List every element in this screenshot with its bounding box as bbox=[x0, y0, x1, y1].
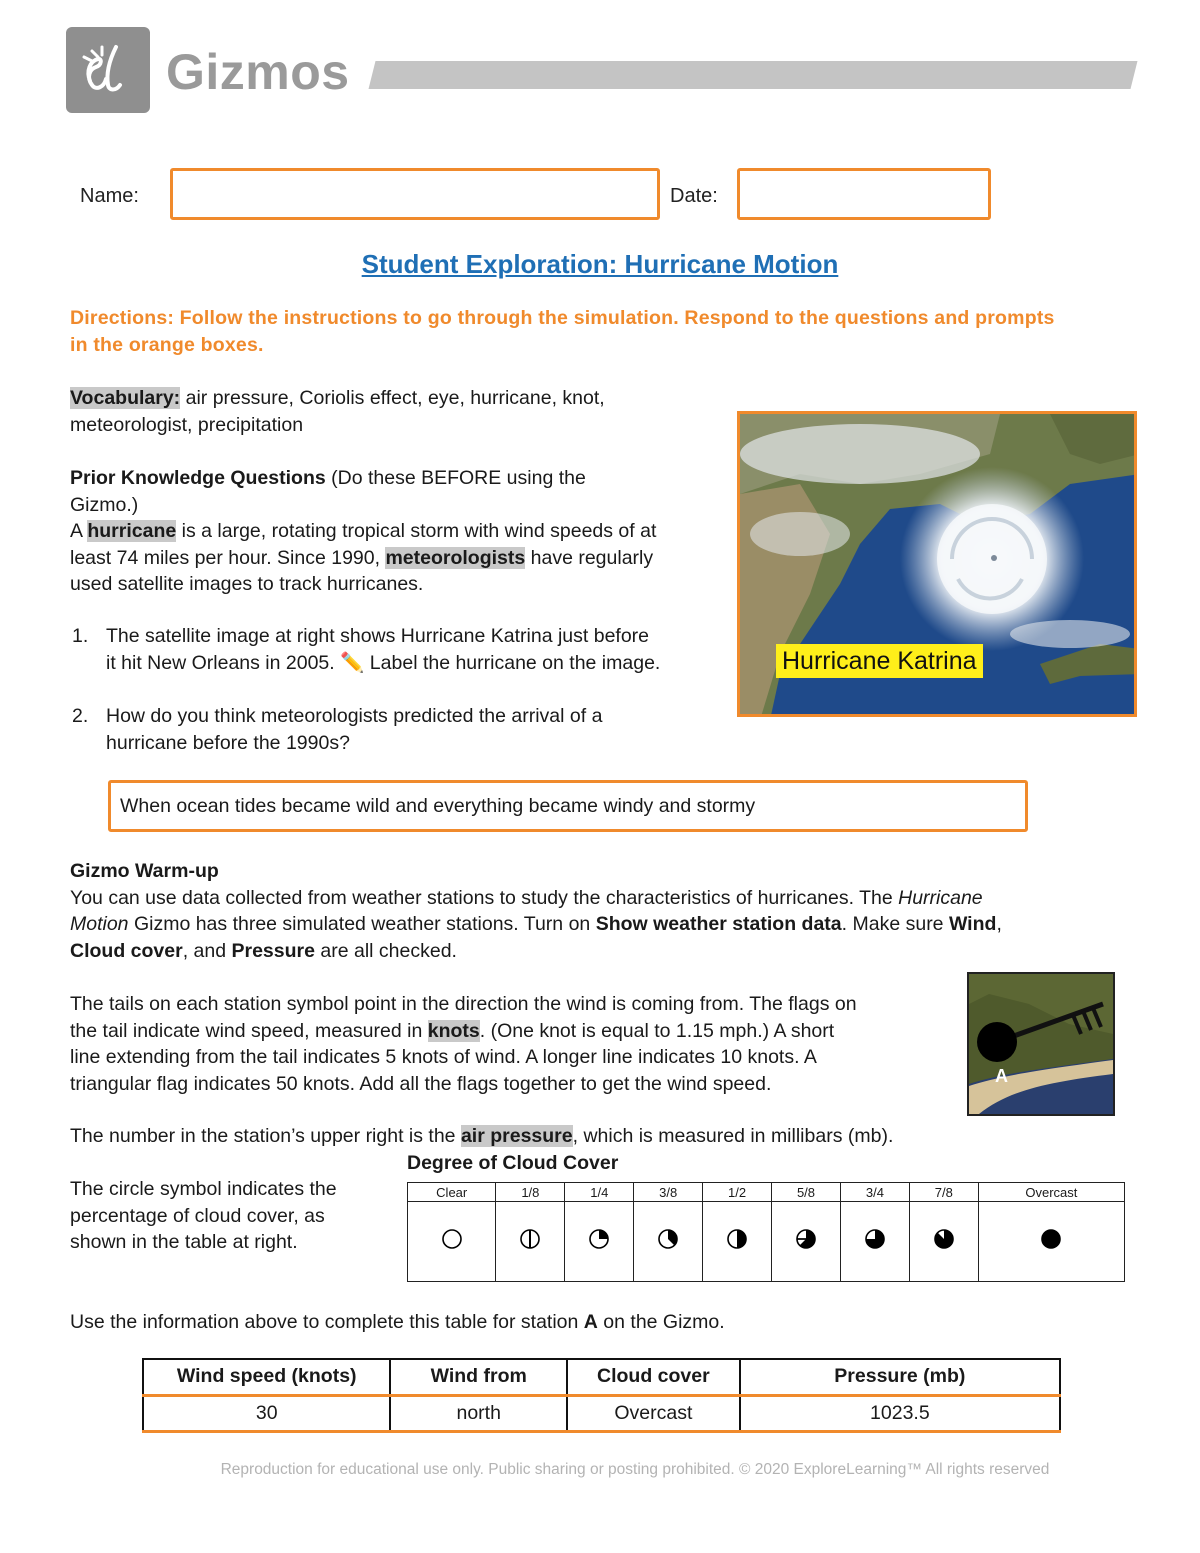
pressure-field[interactable]: 1023.5 bbox=[740, 1395, 1060, 1431]
cloud-cover-field[interactable]: Overcast bbox=[567, 1395, 740, 1431]
satellite-label: Hurricane Katrina bbox=[776, 644, 983, 678]
cloud-cover-header: 7/8 bbox=[909, 1183, 978, 1202]
cloud-cover-header: Overcast bbox=[978, 1183, 1124, 1202]
warmup-bold: Show weather station data bbox=[595, 913, 842, 935]
station-label: A bbox=[995, 1066, 1008, 1086]
warmup-text: percentage of cloud cover, as bbox=[70, 1204, 325, 1227]
cloud-cover-cell bbox=[703, 1202, 772, 1282]
wind-paragraph bbox=[70, 991, 955, 1097]
header-bar bbox=[369, 61, 1138, 89]
warmup-italic: Motion bbox=[70, 913, 129, 935]
question-2 bbox=[106, 703, 736, 756]
vocabulary bbox=[70, 385, 730, 438]
prior-note: (Do these BEFORE using the bbox=[325, 467, 586, 489]
prior-note-2: Gizmo.) bbox=[70, 493, 139, 516]
footer: Reproduction for educational use only. Public sharing or posting prohibited. © 2020 ExploreLearning™ All rights reserved bbox=[220, 1461, 1050, 1478]
warmup-bold: Pressure bbox=[231, 939, 315, 962]
warmup-text: , bbox=[996, 913, 1002, 935]
question-1 bbox=[106, 623, 736, 676]
cloud-cover-header: 3/4 bbox=[840, 1183, 909, 1202]
cloud-cover-symbol-icon bbox=[587, 1227, 611, 1251]
header-cloud-cover: Cloud cover bbox=[567, 1359, 740, 1395]
date-label: Date: bbox=[670, 185, 718, 207]
question-1-line: it hit New Orleans in 2005. ✏️ Label the hurricane on the image. bbox=[106, 651, 661, 674]
warmup-text: . (One knot is equal to 1.15 mph.) A short bbox=[479, 1019, 835, 1042]
cloud-cover-header: 1/2 bbox=[703, 1183, 772, 1202]
warmup-text: , and bbox=[182, 939, 232, 962]
cloud-cover-cell bbox=[978, 1202, 1124, 1282]
term-air-pressure: air pressure bbox=[460, 1125, 573, 1147]
header-wind-from: Wind from bbox=[390, 1359, 567, 1395]
cloud-cover-symbol-icon bbox=[1039, 1227, 1063, 1251]
brand-name: Gizmos bbox=[166, 44, 350, 100]
satellite-image[interactable] bbox=[737, 411, 1137, 717]
term-knots: knots bbox=[427, 1019, 480, 1042]
warmup-italic: Hurricane bbox=[898, 886, 983, 909]
prior-text: A bbox=[70, 520, 88, 542]
warmup-text: . Make sure bbox=[841, 913, 949, 935]
prior-text: is a large, rotating tropical storm with wind speeds of at bbox=[176, 520, 657, 542]
wind-from-field[interactable]: north bbox=[390, 1395, 567, 1431]
cloud-cover-cell bbox=[565, 1202, 634, 1282]
question-1-number: 1. bbox=[72, 625, 89, 647]
vocabulary-text-2: meteorologist, precipitation bbox=[70, 413, 304, 436]
warmup-text: triangular flag indicates 50 knots. Add all the flags together to get the wind speed. bbox=[70, 1072, 772, 1095]
header-wind-speed: Wind speed (knots) bbox=[143, 1359, 390, 1395]
prior-text: have regularly bbox=[525, 546, 654, 569]
warmup-heading: Gizmo Warm-up bbox=[70, 860, 219, 882]
cloud-cover-table bbox=[407, 1182, 1125, 1282]
page-title: Student Exploration: Hurricane Motion bbox=[361, 249, 839, 279]
cloud-cover-cell bbox=[772, 1202, 841, 1282]
cloud-paragraph bbox=[70, 1176, 390, 1256]
warmup-text: , which is measured in millibars (mb). bbox=[572, 1125, 894, 1147]
station-instruction bbox=[70, 1309, 725, 1336]
station-data-table bbox=[142, 1358, 1061, 1433]
cloud-cover-header: 3/8 bbox=[634, 1183, 703, 1202]
question-2-line: hurricane before the 1990s? bbox=[106, 731, 350, 754]
term-hurricane: hurricane bbox=[87, 520, 177, 542]
cloud-cover-symbol-icon bbox=[440, 1227, 464, 1251]
cloud-cover-cell bbox=[496, 1202, 565, 1282]
prior-text: least 74 miles per hour. Since 1990, bbox=[70, 546, 386, 569]
warmup-bold: Cloud cover bbox=[70, 939, 183, 962]
warmup-bold: Wind bbox=[948, 913, 997, 935]
logo bbox=[66, 27, 150, 113]
date-field[interactable] bbox=[737, 168, 991, 220]
instruction-text: Use the information above to complete this table for station bbox=[70, 1311, 584, 1333]
wind-speed-field[interactable]: 30 bbox=[143, 1395, 390, 1431]
warmup-text: the tail indicate wind speed, measured in bbox=[70, 1019, 428, 1042]
pressure-paragraph bbox=[70, 1123, 1070, 1150]
cloud-cover-cell bbox=[634, 1202, 703, 1282]
prior-text: used satellite images to track hurricanes. bbox=[70, 573, 424, 595]
cloud-cover-cell bbox=[840, 1202, 909, 1282]
cloud-cover-title: Degree of Cloud Cover bbox=[407, 1152, 619, 1174]
cloud-cover-header: 5/8 bbox=[772, 1183, 841, 1202]
station-graphic bbox=[969, 974, 1113, 1114]
prior-heading: Prior Knowledge Questions bbox=[70, 467, 326, 489]
vocabulary-text: air pressure, Coriolis effect, eye, hurricane, knot, bbox=[180, 387, 605, 409]
cloud-cover-cell bbox=[909, 1202, 978, 1282]
cloud-cover-header: Clear bbox=[408, 1183, 496, 1202]
station-symbol-image bbox=[967, 972, 1115, 1116]
cloud-cover-symbol-icon bbox=[518, 1227, 542, 1251]
instruction-station: A bbox=[583, 1311, 598, 1333]
directions: Directions: Follow the instructions to go through the simulation. Respond to the questions and prompts in the orange boxes. bbox=[70, 307, 1055, 356]
cloud-cover-header: 1/4 bbox=[565, 1183, 634, 1202]
warmup-text: The tails on each station symbol point in the direction the wind is coming from. The flags on bbox=[70, 993, 857, 1015]
warmup-section bbox=[70, 858, 1130, 964]
warmup-text: Gizmo has three simulated weather stations. Turn on bbox=[128, 913, 596, 935]
warmup-text: line extending from the tail indicates 5 knots of wind. A longer line indicates 10 knots. A bbox=[70, 1046, 817, 1068]
instruction-text: on the Gizmo. bbox=[597, 1311, 725, 1333]
question-2-answer-text: When ocean tides became wild and everything became windy and stormy bbox=[120, 795, 756, 817]
warmup-text: You can use data collected from weather stations to study the characteristics of hurricanes. The bbox=[70, 886, 899, 909]
cloud-cover-symbol-icon bbox=[725, 1227, 749, 1251]
vocabulary-label: Vocabulary: bbox=[70, 387, 181, 409]
explorelearning-logo-icon bbox=[76, 41, 140, 99]
cloud-cover-symbol-icon bbox=[656, 1227, 680, 1251]
question-2-number: 2. bbox=[72, 705, 89, 727]
header-pressure: Pressure (mb) bbox=[740, 1359, 1060, 1395]
question-2-line: How do you think meteorologists predicted the arrival of a bbox=[106, 705, 603, 727]
warmup-text: The number in the station’s upper right is the bbox=[70, 1125, 461, 1147]
warmup-text: are all checked. bbox=[314, 939, 457, 962]
cloud-cover-symbol-icon bbox=[863, 1227, 887, 1251]
cloud-cover-symbol-icon bbox=[932, 1227, 956, 1251]
prior-knowledge bbox=[70, 465, 735, 598]
cloud-cover-symbol-icon bbox=[794, 1227, 818, 1251]
name-field[interactable] bbox=[170, 168, 660, 220]
name-label: Name: bbox=[80, 185, 139, 207]
cloud-cover-cell bbox=[408, 1202, 496, 1282]
term-meteorologists: meteorologists bbox=[385, 546, 526, 569]
question-1-line: The satellite image at right shows Hurricane Katrina just before bbox=[106, 625, 650, 647]
warmup-text: The circle symbol indicates the bbox=[70, 1178, 337, 1200]
warmup-text: shown in the table at right. bbox=[70, 1231, 298, 1253]
cloud-cover-header: 1/8 bbox=[496, 1183, 565, 1202]
